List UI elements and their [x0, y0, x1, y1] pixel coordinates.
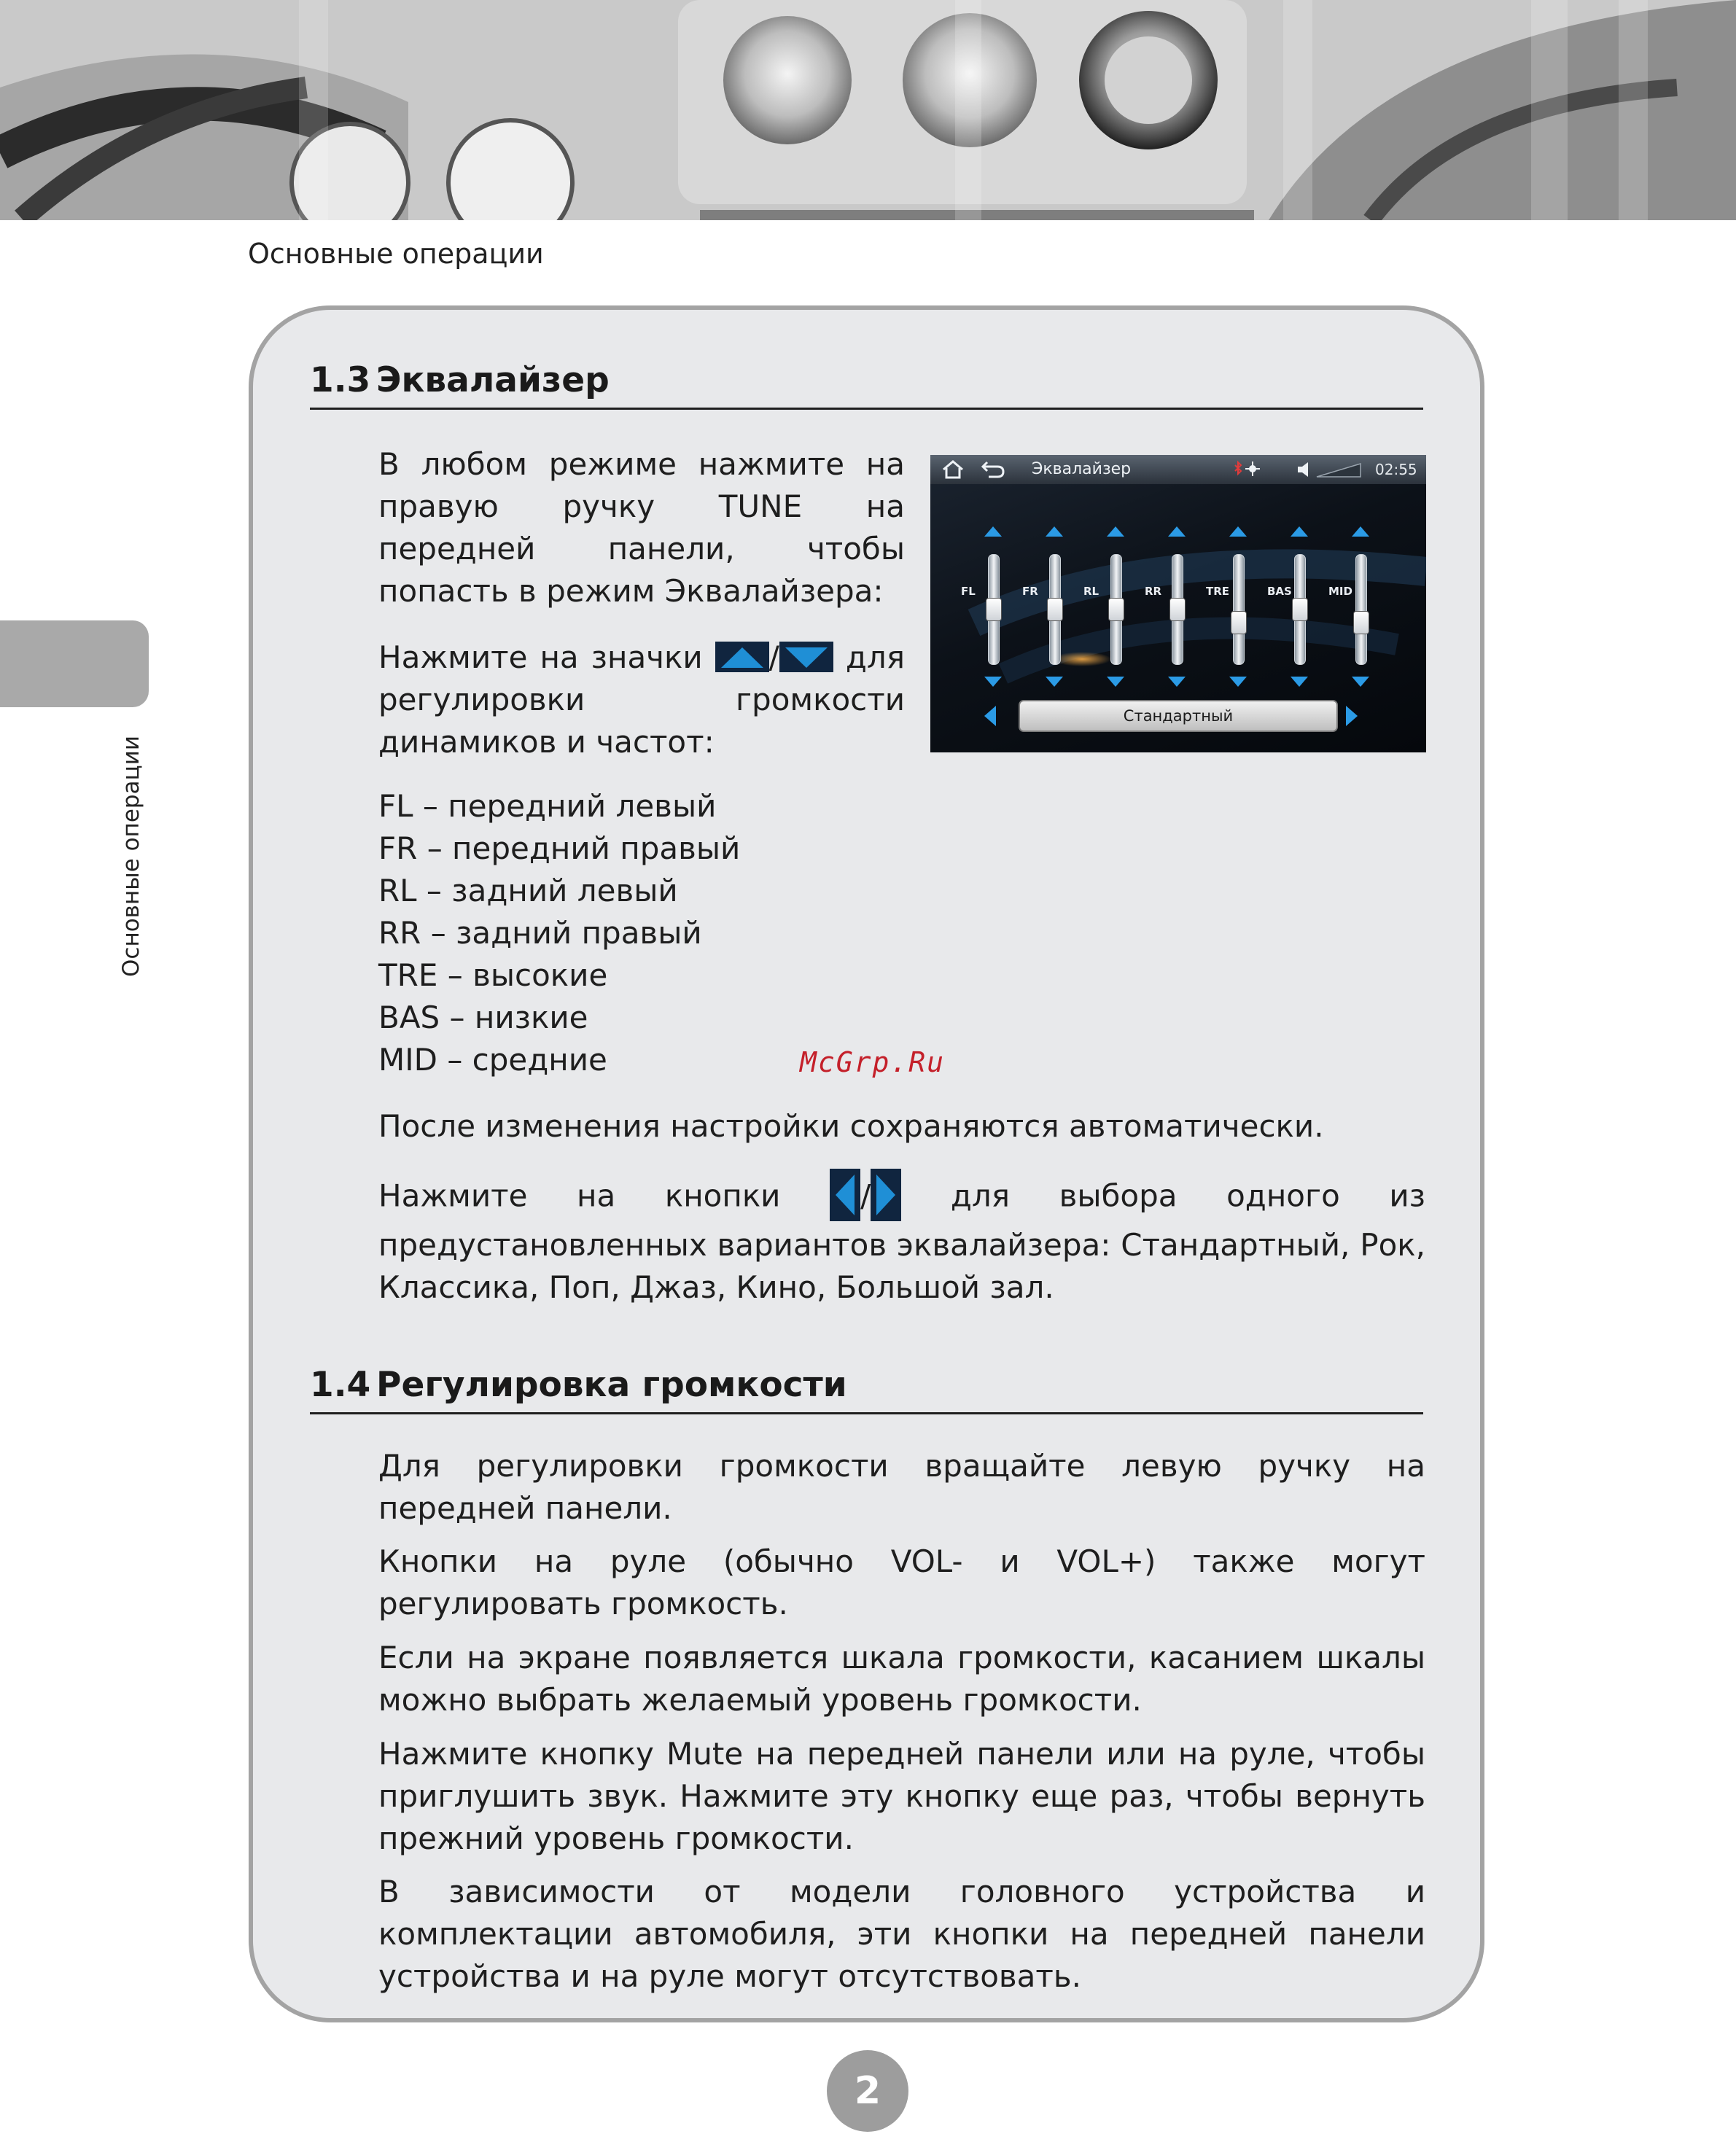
section-heading-volume [310, 1365, 1423, 1414]
band-down-arrow[interactable] [1044, 675, 1064, 691]
volume-paragraph: Если на экране появляется шкала громкости, касанием шкалы можно выбрать желаемый уровень громкости. [378, 1640, 1425, 1718]
eq-screen-title: Эквалайзер [1032, 460, 1132, 478]
preset-prefix-text: Нажмите на кнопки [378, 1177, 781, 1214]
section-number: 1.4 [310, 1365, 371, 1405]
header-banner-photo [0, 0, 1736, 220]
band-up-arrow[interactable] [983, 525, 1003, 541]
arrow-left-icon [830, 1169, 860, 1221]
band-label: FL [961, 585, 976, 598]
band-label: TRE [1206, 585, 1230, 598]
band-label: MID [1328, 585, 1352, 598]
legend-item: RR – задний правый [378, 915, 702, 951]
arrow-up-icon [715, 642, 769, 672]
preset-next-arrow[interactable] [1343, 703, 1361, 732]
legend-item: BAS – низкие [378, 1000, 588, 1035]
eq-clock: 02:55 [1375, 461, 1417, 478]
legend-item: MID – средние [378, 1042, 607, 1078]
preset-prev-arrow[interactable] [981, 703, 999, 732]
side-tab-label: Основные операции [118, 736, 144, 977]
band-slider-knob[interactable] [1353, 611, 1369, 634]
band-up-arrow[interactable] [1350, 525, 1371, 541]
legend-item: FR – передний правый [378, 830, 741, 866]
side-tab-marker [0, 620, 149, 707]
band-up-arrow[interactable] [1167, 525, 1187, 541]
eq-intro-paragraph: В любом режиме нажмите на правую ручку TUNE на передней панели, чтобы попасть в режим Эквалайзера: [378, 446, 905, 609]
section-title: Регулировка громкости [376, 1365, 847, 1405]
home-icon[interactable] [941, 459, 965, 483]
band-down-arrow[interactable] [1228, 675, 1248, 691]
volume-paragraph: Для регулировки громкости вращайте левую ручку на передней панели. [378, 1448, 1425, 1526]
band-slider-track[interactable] [1233, 554, 1245, 665]
band-down-arrow[interactable] [1167, 675, 1187, 691]
running-header: Основные операции [248, 238, 544, 270]
legend-item: RL – задний левый [378, 873, 678, 908]
band-slider-track[interactable] [1355, 554, 1367, 665]
preset-suffix-text: для выбора одного из предустановленных вариантов эквалайзера: Стандартный, Рок, Классика, Поп, Джаз, Кино, Большой зал. [378, 1177, 1425, 1305]
autosave-paragraph: После изменения настройки сохраняются автоматически. [378, 1108, 1324, 1144]
volume-icon [1295, 459, 1365, 483]
eq-preset-field[interactable]: Стандартный [1019, 700, 1338, 732]
legend-item: FL – передний левый [378, 788, 717, 824]
bluetooth-icon [1231, 459, 1261, 483]
band-up-arrow[interactable] [1228, 525, 1248, 541]
channel-legend-list [378, 785, 740, 1081]
press-prefix-text: Нажмите на значки [378, 639, 703, 675]
volume-paragraph: Кнопки на руле (обычно VOL- и VOL+) также могут регулировать громкость. [378, 1543, 1425, 1621]
press-suffix-text: для регулировки громкости динамиков и частот: [378, 639, 905, 760]
band-slider-knob[interactable] [1231, 611, 1247, 634]
band-label: RL [1083, 585, 1099, 598]
watermark: McGrp.Ru [800, 1046, 946, 1078]
band-up-arrow[interactable] [1044, 525, 1064, 541]
arrow-down-icon [779, 642, 833, 672]
back-icon[interactable] [977, 459, 1006, 483]
band-up-arrow[interactable] [1105, 525, 1126, 541]
band-down-arrow[interactable] [1350, 675, 1371, 691]
band-label: RR [1145, 585, 1162, 598]
icon-separator: / [768, 639, 779, 675]
band-slider-knob[interactable] [1169, 598, 1186, 621]
band-slider-knob[interactable] [986, 598, 1002, 621]
page-number-badge: 2 [827, 2050, 908, 2132]
legend-item: TRE – высокие [378, 957, 608, 993]
band-slider-knob[interactable] [1047, 598, 1063, 621]
preset-paragraph [378, 1172, 1425, 1309]
band-slider-knob[interactable] [1292, 598, 1308, 621]
band-label: FR [1022, 585, 1038, 598]
volume-paragraph: В зависимости от модели головного устройства и комплектации автомобиля, эти кнопки на передней панели устройства и на руле могут отсутствовать. [378, 1874, 1425, 1994]
arrow-right-icon [871, 1169, 901, 1221]
band-up-arrow[interactable] [1289, 525, 1309, 541]
icon-separator: / [860, 1177, 871, 1214]
equalizer-screen [930, 455, 1426, 752]
band-slider-knob[interactable] [1108, 598, 1124, 621]
band-down-arrow[interactable] [983, 675, 1003, 691]
section-heading-equalizer [310, 360, 1423, 410]
volume-paragraph: Нажмите кнопку Mute на передней панели или на руле, чтобы приглушить звук. Нажмите эту кнопку еще раз, чтобы вернуть прежний уровень громкости. [378, 1736, 1425, 1856]
band-down-arrow[interactable] [1289, 675, 1309, 691]
band-label: BAS [1267, 585, 1292, 598]
band-down-arrow[interactable] [1105, 675, 1126, 691]
eq-press-paragraph [378, 636, 905, 763]
car-interior-illustration [0, 0, 1736, 220]
section-number: 1.3 [310, 360, 371, 400]
section-title: Эквалайзер [376, 360, 610, 400]
